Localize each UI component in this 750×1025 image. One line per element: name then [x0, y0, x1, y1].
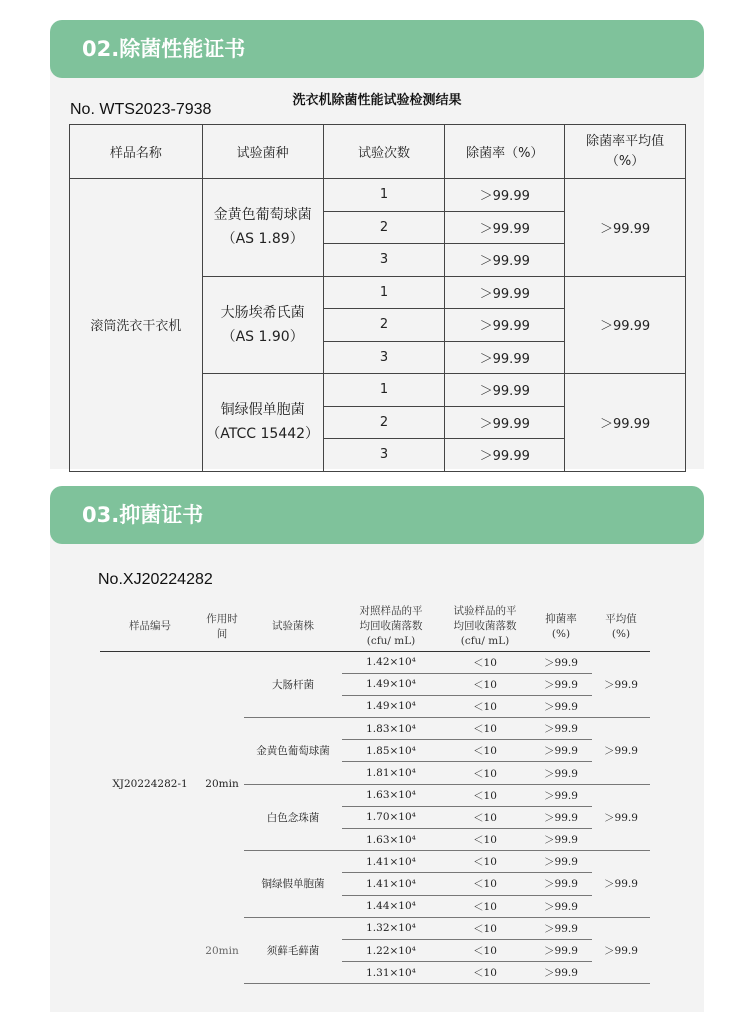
rate-cell: ＞99.99 — [445, 244, 565, 277]
trial-cell: 1 — [323, 276, 445, 309]
certificate-number: No. WTS2023-7938 — [70, 101, 212, 118]
test-cell: ＜10 — [440, 939, 530, 961]
average-cell: ＞99.99 — [565, 276, 686, 374]
column-header: 试验菌种 — [202, 125, 323, 179]
column-header-text: 除菌率平均值 （%） — [586, 133, 665, 169]
control-cell: 1.63×10⁴ — [342, 829, 440, 851]
control-cell: 1.49×10⁴ — [342, 695, 440, 717]
certificate-title: 洗衣机除菌性能试验检测结果 — [292, 93, 462, 108]
rate-cell: ＞99.99 — [445, 439, 565, 472]
control-cell: 1.81×10⁴ — [342, 762, 440, 784]
column-header: 对照样品的平 均回收菌落数 (cfu/ mL) — [342, 603, 440, 651]
antibacterial-results-table — [100, 603, 650, 984]
test-cell: ＜10 — [440, 673, 530, 695]
rate-cell: ＞99.9 — [530, 895, 592, 917]
section-header-antibacterial: 03.抑菌证书 — [50, 486, 704, 544]
test-cell: ＜10 — [440, 851, 530, 873]
control-cell: 1.32×10⁴ — [342, 917, 440, 939]
rate-cell: ＞99.9 — [530, 762, 592, 784]
rate-cell: ＞99.9 — [530, 718, 592, 740]
rate-cell: ＞99.99 — [445, 179, 565, 212]
rate-cell: ＞99.99 — [445, 341, 565, 374]
strain-code: （ATCC 15442） — [206, 426, 320, 443]
control-cell: 1.70×10⁴ — [342, 806, 440, 828]
test-cell: ＜10 — [440, 718, 530, 740]
test-cell: ＜10 — [440, 917, 530, 939]
section-header-sterilization: 02.除菌性能证书 — [50, 20, 704, 78]
rate-cell: ＞99.9 — [530, 962, 592, 984]
table-row — [100, 917, 650, 939]
strain-cell — [202, 374, 323, 472]
table-row — [100, 651, 650, 673]
column-header: 抑菌率 (%) — [530, 603, 592, 651]
control-cell: 1.63×10⁴ — [342, 784, 440, 806]
antibacterial-table-body — [100, 651, 650, 984]
test-cell: ＜10 — [440, 695, 530, 717]
test-cell: ＜10 — [440, 784, 530, 806]
strain-cell — [202, 179, 323, 277]
rate-cell: ＞99.99 — [445, 276, 565, 309]
rate-cell: ＞99.9 — [530, 917, 592, 939]
control-cell: 1.85×10⁴ — [342, 740, 440, 762]
strain-code: （AS 1.89） — [221, 231, 304, 248]
control-cell: 1.41×10⁴ — [342, 873, 440, 895]
column-header: 试验次数 — [323, 125, 445, 179]
sample-id-cell: XJ20224282-1 — [112, 778, 188, 791]
test-cell: ＜10 — [440, 895, 530, 917]
test-cell: ＜10 — [440, 740, 530, 762]
control-cell: 1.83×10⁴ — [342, 718, 440, 740]
rate-cell: ＞99.99 — [445, 406, 565, 439]
rate-cell: ＞99.9 — [530, 939, 592, 961]
rate-cell: ＞99.9 — [530, 740, 592, 762]
test-cell: ＜10 — [440, 806, 530, 828]
rate-cell: ＞99.9 — [530, 673, 592, 695]
table-header-row — [70, 125, 686, 179]
column-header: 样品编号 — [100, 603, 200, 651]
rate-cell: ＞99.99 — [445, 211, 565, 244]
average-cell: ＞99.9 — [592, 851, 650, 918]
control-cell: 1.42×10⁴ — [342, 651, 440, 673]
certificate-number: No.XJ20224282 — [98, 571, 213, 588]
sample-name-cell: 滚筒洗衣干衣机 — [70, 179, 203, 472]
rate-cell: ＞99.9 — [530, 829, 592, 851]
rate-cell: ＞99.9 — [530, 806, 592, 828]
rate-cell: ＞99.99 — [445, 309, 565, 342]
strain-cell: 大肠杆菌 — [244, 651, 342, 718]
strain-cell: 金黄色葡萄球菌 — [244, 718, 342, 785]
strain-cell: 白色念珠菌 — [244, 784, 342, 851]
control-cell: 1.49×10⁴ — [342, 673, 440, 695]
average-cell: ＞99.9 — [592, 651, 650, 718]
strain-name: 大肠埃希氏菌 — [220, 304, 305, 321]
average-cell: ＞99.9 — [592, 917, 650, 984]
trial-cell: 2 — [323, 309, 445, 342]
average-cell: ＞99.99 — [565, 179, 686, 277]
strain-cell: 铜绿假单胞菌 — [244, 851, 342, 918]
average-cell: ＞99.9 — [592, 718, 650, 785]
trial-cell: 3 — [323, 439, 445, 472]
trial-cell: 2 — [323, 211, 445, 244]
rate-cell: ＞99.9 — [530, 651, 592, 673]
average-cell: ＞99.9 — [592, 784, 650, 851]
sample-id-cell — [100, 917, 200, 984]
column-header — [565, 125, 686, 179]
control-cell: 1.31×10⁴ — [342, 962, 440, 984]
rate-cell: ＞99.9 — [530, 695, 592, 717]
strain-name: 金黄色葡萄球菌 — [213, 207, 312, 224]
control-cell: 1.22×10⁴ — [342, 939, 440, 961]
strain-cell: 须藓毛藓菌 — [244, 917, 342, 984]
column-header: 除菌率（%） — [445, 125, 565, 179]
column-header: 试验菌株 — [244, 603, 342, 651]
average-cell: ＞99.99 — [565, 374, 686, 472]
strain-code: （AS 1.90） — [221, 328, 304, 345]
test-cell: ＜10 — [440, 762, 530, 784]
trial-cell: 3 — [323, 341, 445, 374]
time-cell: 20min — [205, 944, 239, 957]
rate-cell: ＞99.9 — [530, 784, 592, 806]
trial-cell: 3 — [323, 244, 445, 277]
table-row — [70, 179, 686, 212]
strain-name: 铜绿假单胞菌 — [220, 402, 305, 419]
column-header: 样品名称 — [70, 125, 203, 179]
trial-cell: 1 — [323, 179, 445, 212]
control-cell: 1.44×10⁴ — [342, 895, 440, 917]
rate-cell: ＞99.9 — [530, 873, 592, 895]
rate-cell: ＞99.99 — [445, 374, 565, 407]
trial-cell: 1 — [323, 374, 445, 407]
trial-cell: 2 — [323, 406, 445, 439]
control-cell: 1.41×10⁴ — [342, 851, 440, 873]
table-header-row — [100, 603, 650, 651]
rate-cell: ＞99.9 — [530, 851, 592, 873]
time-cell: 20min — [205, 778, 239, 791]
column-header: 平均值 (%) — [592, 603, 650, 651]
test-cell: ＜10 — [440, 829, 530, 851]
test-cell: ＜10 — [440, 873, 530, 895]
test-cell: ＜10 — [440, 651, 530, 673]
test-cell: ＜10 — [440, 962, 530, 984]
column-header: 试验样品的平 均回收菌落数 (cfu/ mL) — [440, 603, 530, 651]
column-header: 作用时 间 — [200, 603, 244, 651]
strain-cell — [202, 276, 323, 374]
sterilization-results-table — [69, 124, 686, 472]
